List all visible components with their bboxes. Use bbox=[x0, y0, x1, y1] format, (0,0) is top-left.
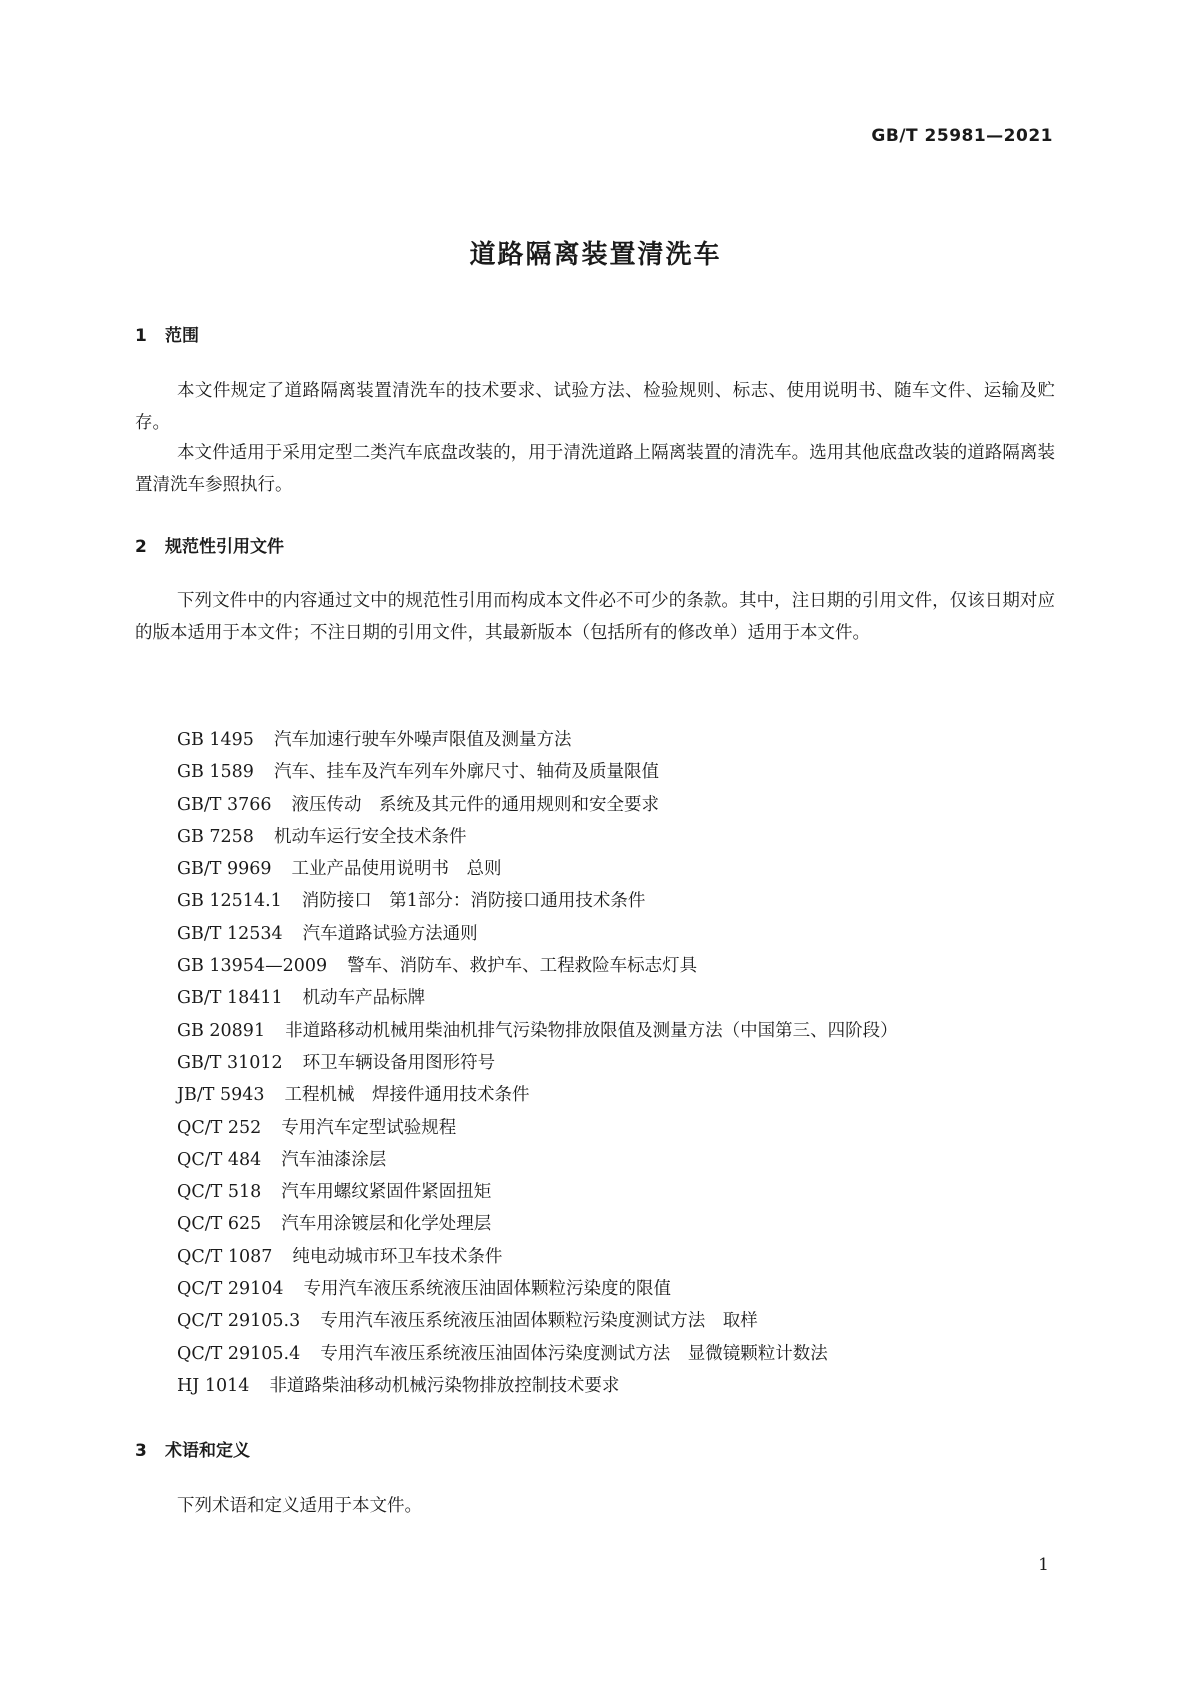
normative-references-list bbox=[177, 724, 898, 1402]
reference-code: GB/T 12534 bbox=[177, 923, 283, 944]
reference-title: 汽车油漆涂层 bbox=[281, 1149, 387, 1170]
reference-code: GB/T 3766 bbox=[177, 794, 272, 815]
reference-title: 非道路移动机械用柴油机排气污染物排放限值及测量方法（中国第三、四阶段） bbox=[285, 1020, 898, 1041]
reference-item bbox=[177, 789, 898, 821]
reference-item bbox=[177, 918, 898, 950]
terms-intro: 下列术语和定义适用于本文件。 bbox=[177, 1496, 422, 1516]
reference-item bbox=[177, 1144, 898, 1176]
reference-code: HJ 1014 bbox=[177, 1375, 250, 1396]
reference-code: GB 12514.1 bbox=[177, 891, 282, 912]
reference-title: 专用汽车定型试验规程 bbox=[281, 1117, 457, 1138]
scope-paragraph-2: 本文件适用于采用定型二类汽车底盘改装的，用于清洗道路上隔离装置的清洗车。选用其他底盘改装的道路隔离装置清洗车参照执行。 bbox=[135, 443, 1055, 495]
reference-code: GB 1495 bbox=[177, 730, 254, 750]
reference-item bbox=[177, 756, 898, 788]
section-3-heading bbox=[135, 1436, 250, 1461]
reference-item bbox=[177, 1047, 898, 1079]
reference-title: 汽车用涂镀层和化学处理层 bbox=[281, 1214, 492, 1235]
section-title: 术语和定义 bbox=[165, 1441, 250, 1461]
reference-title: 汽车用螺纹紧固件紧固扭矩 bbox=[281, 1182, 492, 1203]
reference-code: GB 1589 bbox=[177, 762, 254, 783]
reference-code: GB/T 31012 bbox=[177, 1052, 283, 1073]
document-title: 道路隔离装置清洗车 bbox=[469, 240, 722, 270]
reference-code: QC/T 29105.3 bbox=[177, 1311, 301, 1332]
reference-code: QC/T 29105.4 bbox=[177, 1343, 301, 1364]
section-title: 范围 bbox=[165, 326, 199, 346]
standard-number: GB/T 25981—2021 bbox=[871, 126, 1053, 146]
reference-item bbox=[177, 1305, 898, 1337]
reference-code: GB/T 9969 bbox=[177, 859, 272, 880]
reference-code: QC/T 625 bbox=[177, 1214, 262, 1235]
reference-item bbox=[177, 950, 898, 982]
reference-code: GB/T 18411 bbox=[177, 988, 283, 1009]
reference-title: 汽车加速行驶车外噪声限值及测量方法 bbox=[273, 730, 572, 750]
reference-title: 非道路柴油移动机械污染物排放控制技术要求 bbox=[269, 1375, 620, 1396]
reference-code: GB 13954—2009 bbox=[177, 956, 328, 977]
reference-title: 纯电动城市环卫车技术条件 bbox=[292, 1246, 503, 1267]
reference-code: QC/T 518 bbox=[177, 1182, 262, 1203]
reference-item bbox=[177, 1015, 898, 1047]
reference-item bbox=[177, 1370, 898, 1402]
reference-item bbox=[177, 1241, 898, 1273]
reference-title: 工程机械 焊接件通用技术条件 bbox=[284, 1085, 530, 1106]
scope-paragraph-1: 本文件规定了道路隔离装置清洗车的技术要求、试验方法、检验规则、标志、使用说明书、随车文件、运输及贮存。 bbox=[135, 381, 1055, 433]
reference-item bbox=[177, 1079, 898, 1111]
reference-item bbox=[177, 1112, 898, 1144]
section-number: 2 bbox=[135, 537, 147, 557]
reference-title: 汽车、挂车及汽车列车外廓尺寸、轴荷及质量限值 bbox=[273, 762, 659, 783]
reference-item bbox=[177, 982, 898, 1014]
reference-code: QC/T 484 bbox=[177, 1149, 262, 1170]
reference-title: 专用汽车液压系统液压油固体颗粒污染度的限值 bbox=[303, 1279, 672, 1300]
reference-item bbox=[177, 853, 898, 885]
reference-title: 警车、消防车、救护车、工程救险车标志灯具 bbox=[347, 956, 698, 977]
reference-item bbox=[177, 1338, 898, 1370]
references-intro: 下列文件中的内容通过文中的规范性引用而构成本文件必不可少的条款。其中，注日期的引用文件，仅该日期对应的版本适用于本文件；不注日期的引用文件，其最新版本（包括所有的修改单）适用于本文件。 bbox=[135, 591, 1055, 643]
reference-item bbox=[177, 885, 898, 917]
reference-code: GB 7258 bbox=[177, 826, 254, 847]
reference-code: QC/T 252 bbox=[177, 1117, 262, 1138]
reference-title: 专用汽车液压系统液压油固体颗粒污染度测试方法 取样 bbox=[320, 1311, 758, 1332]
reference-item bbox=[177, 724, 898, 756]
reference-title: 环卫车辆设备用图形符号 bbox=[302, 1052, 496, 1073]
section-number: 3 bbox=[135, 1441, 147, 1461]
reference-code: QC/T 29104 bbox=[177, 1279, 284, 1300]
reference-item bbox=[177, 1273, 898, 1305]
reference-item bbox=[177, 1208, 898, 1240]
reference-title: 机动车运行安全技术条件 bbox=[273, 826, 467, 847]
section-1-heading bbox=[135, 321, 199, 346]
reference-title: 液压传动 系统及其元件的通用规则和安全要求 bbox=[291, 794, 660, 815]
reference-title: 汽车道路试验方法通则 bbox=[302, 923, 478, 944]
page-number: 1 bbox=[1038, 1555, 1049, 1575]
section-title: 规范性引用文件 bbox=[165, 537, 284, 557]
reference-title: 消防接口 第1部分：消防接口通用技术条件 bbox=[301, 891, 646, 912]
reference-code: GB 20891 bbox=[177, 1020, 266, 1041]
section-number: 1 bbox=[135, 326, 147, 346]
reference-title: 机动车产品标牌 bbox=[302, 988, 426, 1009]
reference-item bbox=[177, 821, 898, 853]
reference-code: JB/T 5943 bbox=[177, 1085, 265, 1106]
section-2-heading bbox=[135, 532, 284, 557]
reference-code: QC/T 1087 bbox=[177, 1246, 273, 1267]
reference-title: 专用汽车液压系统液压油固体污染度测试方法 显微镜颗粒计数法 bbox=[320, 1343, 828, 1364]
reference-item bbox=[177, 1176, 898, 1208]
reference-title: 工业产品使用说明书 总则 bbox=[291, 859, 502, 880]
